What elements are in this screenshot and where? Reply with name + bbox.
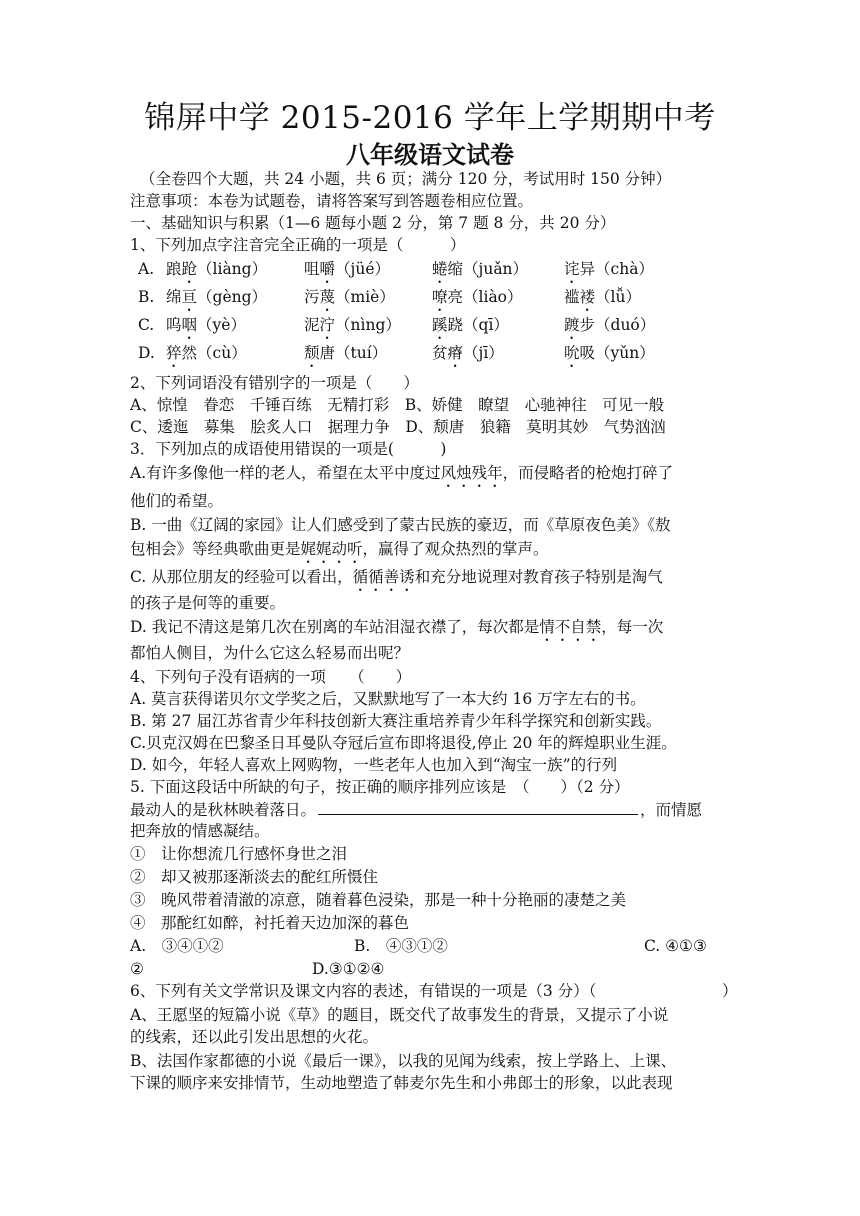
q5-option-c-cont: ② [130,960,144,978]
q2-options-ab: A、惊惶 眷恋 千锤百练 无精打彩 B、娇健 瞭望 心驰神往 可见一般 [130,396,665,414]
q3-stem: 3．下列加点的成语使用错误的一项是( ) [130,440,447,458]
exam-subtitle: 八年级语文试卷 [346,140,514,169]
q1-option-label: A. [138,260,155,278]
q2-stem: 2、下列词语没有错别字的一项是（ ） [130,374,419,392]
q1-word: 呜咽（yè） [166,316,246,334]
q1-option-label: D. [138,344,155,362]
q4-stem: 4、下列句子没有语病的一项 （ ） [130,668,412,686]
answer-blank [318,798,638,815]
exam-meta: （全卷四个大题，共 24 小题，共 6 页；满分 120 分，考试用时 150 分钟） [140,170,672,188]
q4-option-a: A. 莫言获得诺贝尔文学奖之后，又默默地写了一本大约 16 万字左右的书。 [130,690,646,708]
q1-word: 颓唐（tuí） [304,344,388,362]
q1-word: 贫瘠（jī） [432,344,504,362]
q5-passage-cont: 把奔放的情感凝结。 [130,822,270,840]
q1-word: 吮吸（yǔn） [564,344,655,362]
q1-word: 蹊跷（qī） [432,316,509,334]
q3-option-b: B. 一曲《辽阔的家园》让人们感受到了蒙古民族的豪迈，而《草原夜色美》《敖 [130,516,671,534]
q5-sentence-3: ③ 晚风带着清澈的凉意，随着暮色浸染，那是一种十分艳丽的凄楚之美 [130,891,627,909]
q3-option-a: A.有许多像他一样的老人，希望在太平中度过风烛残年，而侵略者的枪炮打碎了 [130,464,674,482]
q4-option-d: D. 如今，年轻人喜欢上网购物，一些老年人也加入到“淘宝一族”的行列 [130,756,618,774]
q5-stem: 5. 下面这段话中所缺的句子，按正确的顺序排列应该是 （ ）（2 分） [130,778,630,796]
q5-sentence-2: ② 却又被那逐渐淡去的酡红所慑住 [130,868,379,886]
q6-option-b-cont: 下课的顺序来安排情节，生动地塑造了韩麦尔先生和小弗郎士的形象，以此表现 [130,1074,673,1092]
q1-option-label: C. [138,316,155,334]
q1-word: 猝然（cù） [166,344,247,362]
q1-word: 褴褛（lǚ） [564,288,641,306]
q6-stem: 6、下列有关文学常识及课文内容的表述，有错误的一项是（3 分）（ ） [130,982,738,1000]
q1-word: 泥泞（nìng） [304,316,401,334]
q3-option-d-cont: 都怕人侧目，为什么它这么轻易而出呢？ [130,644,410,662]
q1-word: 蜷缩（juǎn） [432,260,529,278]
q1-word: 绵亘（gèng） [166,288,268,306]
q6-option-b: B、法国作家都德的小说《最后一课》，以我的见闻为线索，按上学路上、上课、 [130,1052,677,1070]
q5-passage: 最动人的是秋林映着落日。 ，而情愿 [130,798,730,821]
exam-title: 锦屏中学 2015-2016 学年上学期期中考 [144,100,716,136]
q1-stem: 1、下列加点字注音完全正确的一项是（ ） [130,236,466,254]
q1-word: 咀嚼（jüé） [304,260,390,278]
q5-option-a: A. ③④①② [130,937,224,955]
q1-word: 踱步（duó） [564,316,656,334]
q3-option-a-cont: 他们的希望。 [130,492,224,510]
q3-option-c: C. 从那位朋友的经验可以看出，循循善诱和充分地说理对教育孩子特别是淘气 [130,568,663,586]
q6-option-a: A、王愿坚的短篇小说《草》的题目，既交代了故事发生的背景，又提示了小说 [130,1006,669,1024]
q3-option-c-cont: 的孩子是何等的重要。 [130,594,286,612]
section-1-heading: 一、基础知识与积累（1—6 题每小题 2 分，第 7 题 8 分，共 20 分） [130,214,616,232]
q1-word: 污蔑（miè） [304,288,395,306]
q3-option-b-cont: 包相会》等经典歌曲更是娓娓动听，赢得了观众热烈的掌声。 [130,540,549,558]
q5-sentence-4: ④ 那酡红如醉，衬托着天边加深的暮色 [130,914,410,932]
q2-options-cd: C、逶迤 募集 脍炙人口 据理力争 D、颓唐 狼籍 莫明其妙 气势汹汹 [130,418,666,436]
q4-option-b: B. 第 27 届江苏省青少年科技创新大赛注重培养青少年科学探究和创新实践。 [130,712,662,730]
q5-sentence-1: ① 让你想流几行感怀身世之泪 [130,845,348,863]
q5-option-d: D.③①②④ [312,960,385,978]
q6-option-a-cont: 的线索，还以此引发出思想的火花。 [130,1028,379,1046]
q5-option-c: C. ④①③ [644,937,707,955]
q1-word: 诧异（chà） [564,260,654,278]
q1-option-label: B. [138,288,155,306]
q1-word: 踉跄（liàng） [166,260,268,278]
q4-option-c: C.贝克汉姆在巴黎圣日耳曼队夺冠后宣布即将退役,停止 20 年的辉煌职业生涯。 [130,734,677,752]
q3-option-d: D. 我记不清这是第几次在别离的车站泪湿衣襟了，每次都是情不自禁，每一次 [130,618,664,636]
exam-notice: 注意事项：本卷为试题卷，请将答案写到答题卷相应位置。 [130,192,534,210]
q1-word: 嘹亮（liào） [432,288,523,306]
q5-option-b: B. ④③①② [354,937,448,955]
